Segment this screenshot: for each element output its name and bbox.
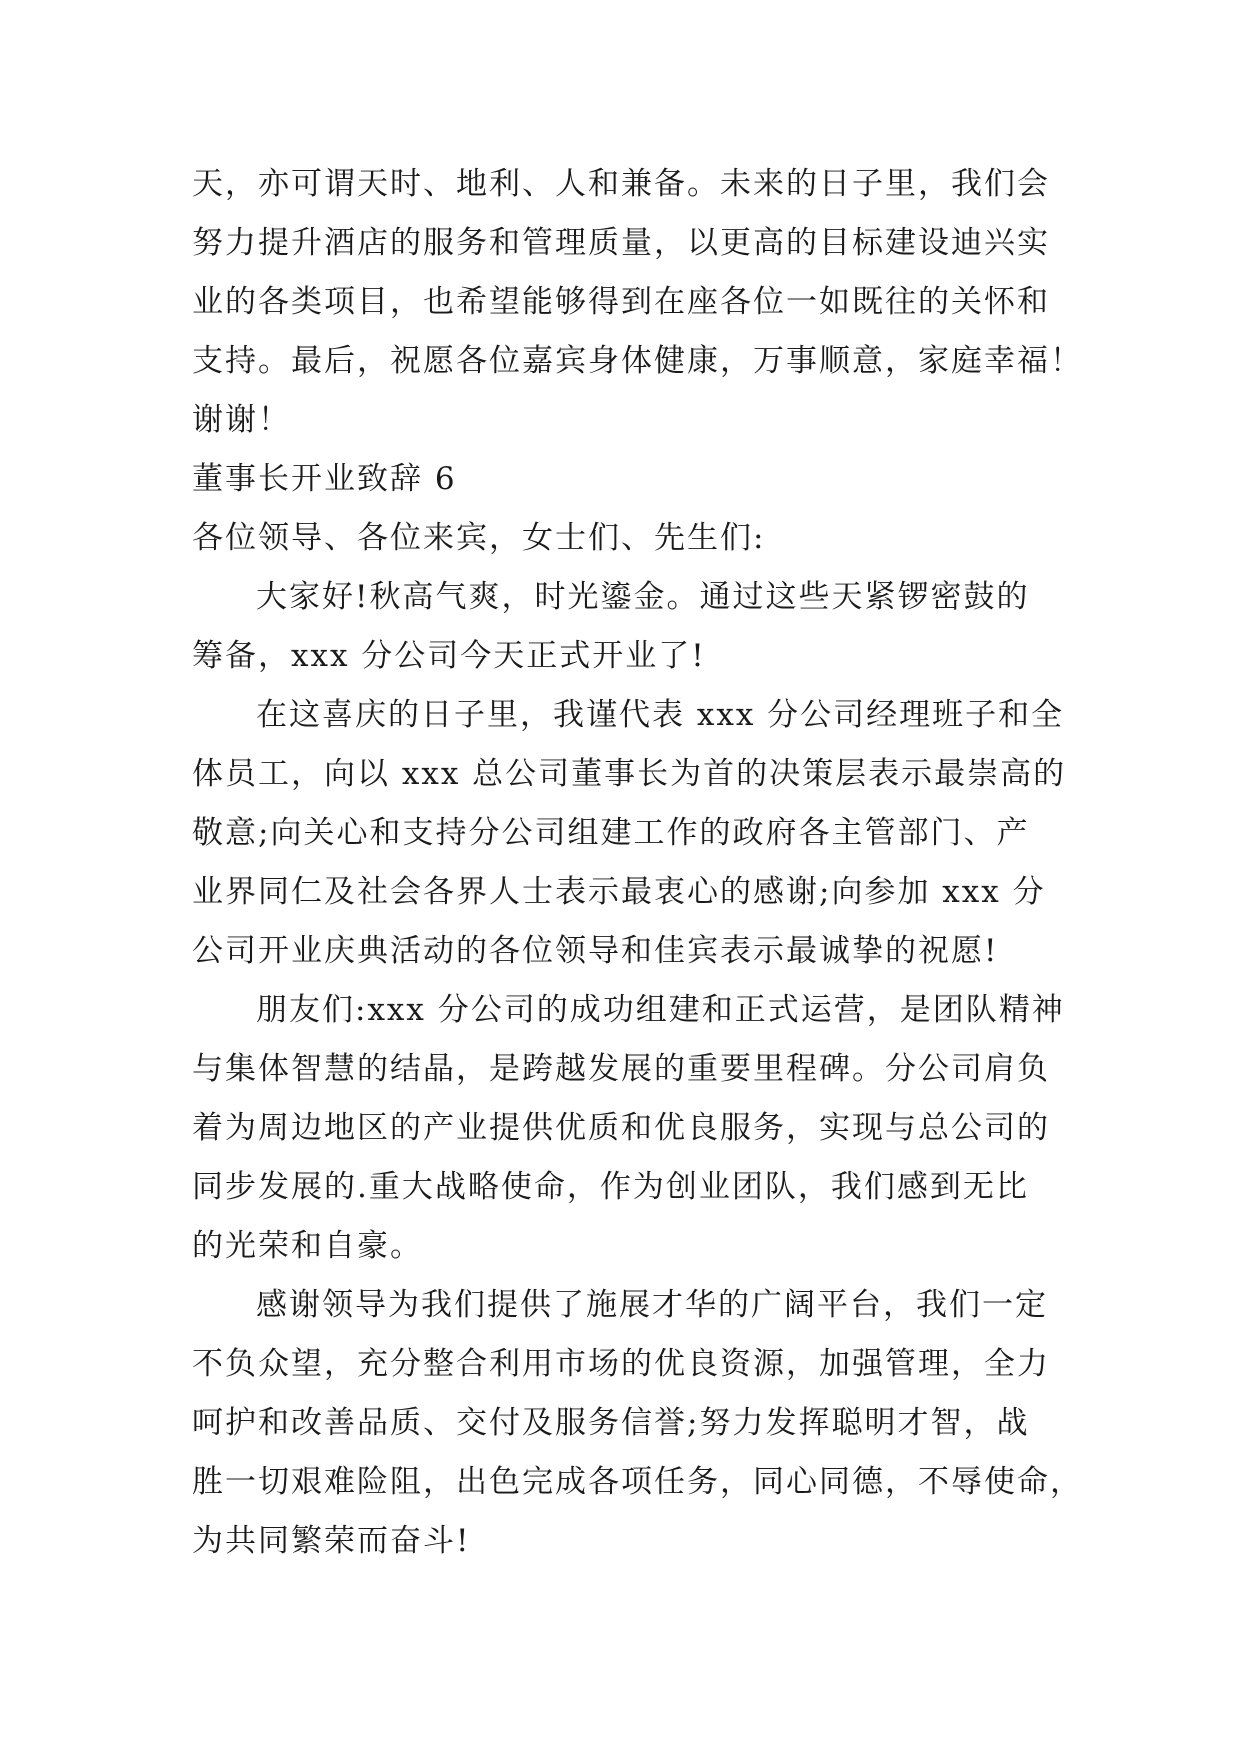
text-line: 敬意;向关心和支持分公司组建工作的政府各主管部门、产 bbox=[192, 815, 1030, 851]
salutation: 各位领导、各位来宾，女士们、先生们: bbox=[192, 520, 766, 556]
text-line: 不负众望，充分整合利用市场的优良资源，加强管理，全力 bbox=[192, 1346, 1050, 1382]
text-line: 谢谢！ bbox=[192, 402, 291, 438]
text-line: 为共同繁荣而奋斗! bbox=[192, 1523, 471, 1559]
text-line: 感谢领导为我们提供了施展才华的广阔平台，我们一定 bbox=[256, 1287, 1048, 1323]
text-line: 的光荣和自豪。 bbox=[192, 1228, 423, 1264]
text-line: 天，亦可谓天时、地利、人和兼备。未来的日子里，我们会 bbox=[192, 166, 1050, 202]
text-line: 筹备，xxx 分公司今天正式开业了! bbox=[192, 638, 706, 674]
text-line: 朋友们:xxx 分公司的成功组建和正式运营，是团队精神 bbox=[256, 992, 1065, 1028]
section-heading: 董事长开业致辞 6 bbox=[192, 461, 457, 497]
text-line: 业的各类项目，也希望能够得到在座各位一如既往的关怀和 bbox=[192, 284, 1050, 320]
text-line: 胜一切艰难险阻，出色完成各项任务，同心同德，不辱使命， bbox=[192, 1464, 1083, 1500]
text-line: 体员工，向以 xxx 总公司董事长为首的决策层表示最崇高的 bbox=[192, 756, 1067, 792]
text-line: 呵护和改善品质、交付及服务信誉;努力发挥聪明才智，战 bbox=[192, 1405, 1030, 1441]
text-line: 着为周边地区的产业提供优质和优良服务，实现与总公司的 bbox=[192, 1110, 1050, 1146]
text-line: 同步发展的.重大战略使命，作为创业团队，我们感到无比 bbox=[192, 1169, 1029, 1205]
text-line: 与集体智慧的结晶，是跨越发展的重要里程碑。分公司肩负 bbox=[192, 1051, 1050, 1087]
text-line: 在这喜庆的日子里，我谨代表 xxx 分公司经理班子和全 bbox=[256, 697, 1065, 733]
text-line: 业界同仁及社会各界人士表示最衷心的感谢;向参加 xxx 分 bbox=[192, 874, 1046, 910]
text-line: 公司开业庆典活动的各位领导和佳宾表示最诚挚的祝愿! bbox=[192, 933, 999, 969]
text-line: 大家好!秋高气爽，时光鎏金。通过这些天紧锣密鼓的 bbox=[256, 579, 1030, 615]
text-line: 支持。最后，祝愿各位嘉宾身体健康，万事顺意，家庭幸福！ bbox=[192, 343, 1083, 379]
text-line: 努力提升酒店的服务和管理质量，以更高的目标建设迪兴实 bbox=[192, 225, 1050, 261]
